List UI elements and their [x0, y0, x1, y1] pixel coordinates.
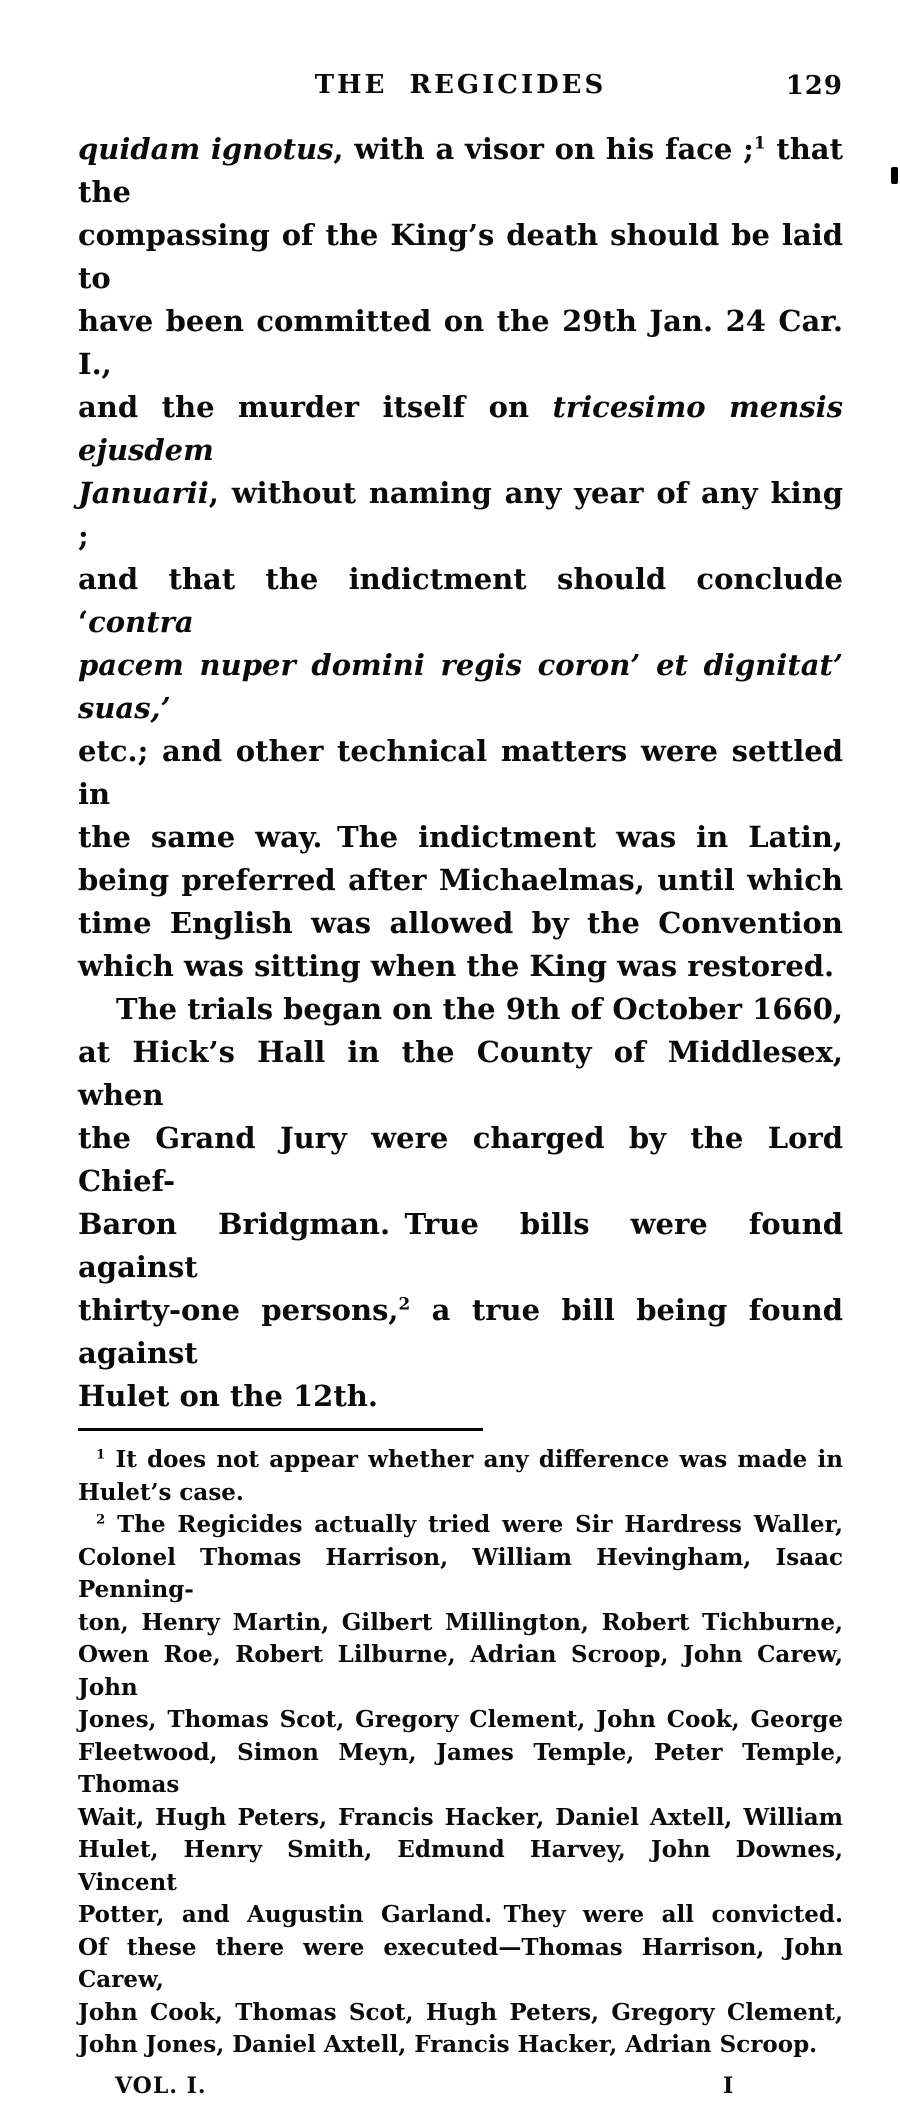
text-line: [78, 300, 843, 386]
footnote: [78, 1444, 843, 1509]
text-run: at Hick’s Hall in the County of Middlesex, when: [78, 1035, 843, 1112]
text-line: [78, 2029, 843, 2062]
text-run: Hulet on the 12th.: [78, 1379, 378, 1413]
italic-text-run: contra: [88, 605, 194, 639]
text-line: [78, 902, 843, 945]
scan-blemish: [891, 167, 898, 184]
text-run: time English was allowed by the Convention: [78, 906, 843, 940]
text-run: ton, Henry Martin, Gilbert Millington, Robert Tichburne,: [78, 1608, 843, 1636]
text-run: the Grand Jury were charged by the Lord Chief-: [78, 1121, 843, 1198]
text-run: , with a visor on his face ;: [333, 132, 754, 166]
footer-signature-mark: I: [723, 2072, 734, 2099]
text-run: being preferred after Michaelmas, until which: [78, 863, 843, 897]
text-line: [78, 816, 843, 859]
page-number: 129: [785, 71, 843, 101]
page-title: THE REGICIDES: [314, 70, 607, 100]
text-line: [78, 1117, 843, 1203]
text-run: It does not appear whether any difference was made in: [105, 1446, 843, 1473]
text-line: [78, 386, 843, 472]
text-run: and that the indictment should conclude ‘: [78, 562, 843, 639]
text-line: [78, 945, 843, 988]
page-header: [78, 70, 843, 100]
text-run: Potter, and Augustin Garland. They were all convicted.: [78, 1901, 843, 1928]
text-line: [78, 1639, 843, 1704]
footnotes: [78, 1444, 843, 2062]
text-run: John Jones, Daniel Axtell, Francis Hacker, Adrian Scroop.: [78, 2031, 818, 2058]
paragraph: [78, 988, 843, 1418]
text-run: thirty-one persons,: [78, 1293, 399, 1327]
text-line: [78, 1444, 843, 1477]
text-line: [78, 1704, 843, 1737]
text-line: [78, 1834, 843, 1899]
text-run: Owen Roe, Robert Lilburne, Adrian Scroop, John Carew, John: [78, 1641, 843, 1701]
italic-text-run: Januarii: [78, 476, 209, 510]
text-run: The trials began on the 9th of October 1660,: [116, 992, 843, 1026]
text-run: Baron Bridgman. True bills were found against: [78, 1207, 843, 1284]
text-line: [78, 1542, 843, 1607]
text-line: [78, 1932, 843, 1997]
footnote: [78, 1509, 843, 2062]
text-line: [78, 1477, 843, 1510]
text-line: [78, 1203, 843, 1289]
text-run: Fleetwood, Simon Meyn, James Temple, Peter Temple, Thomas: [78, 1738, 843, 1798]
page-footer: [78, 2073, 843, 2103]
text-line: [78, 1607, 843, 1640]
text-run: Hulet’s case.: [78, 1478, 244, 1506]
text-line: [78, 558, 843, 644]
footnote-marker: 1: [753, 132, 766, 153]
body-text: [78, 128, 843, 1418]
footnote-marker: 1: [96, 1446, 106, 1463]
text-run: etc.; and other technical matters were settled in: [78, 734, 843, 811]
paragraph: [78, 128, 843, 988]
text-line: [78, 1997, 843, 2030]
text-run: the same way. The indictment was in Latin,: [78, 820, 843, 854]
text-line: [78, 1802, 843, 1835]
text-run: The Regicides actually tried were Sir Hardress Waller,: [105, 1511, 843, 1538]
text-line: [78, 214, 843, 300]
text-line: [78, 859, 843, 902]
text-line: [78, 128, 843, 214]
text-run: Of these there were executed—Thomas Harrison, John Carew,: [78, 1933, 843, 1993]
text-run: a true bill being found against: [78, 1293, 843, 1370]
text-line: [78, 1031, 843, 1117]
italic-text-run: quidam ignotus: [78, 132, 334, 166]
text-run: Hulet, Henry Smith, Edmund Harvey, John Downes, Vincent: [78, 1836, 843, 1896]
text-run: John Cook, Thomas Scot, Hugh Peters, Gregory Clement,: [78, 1998, 843, 2026]
text-run: Colonel Thomas Harrison, William Hevingham, Isaac Penning-: [78, 1543, 843, 1603]
text-line: [78, 988, 843, 1031]
text-line: [78, 1737, 843, 1802]
footnote-marker: 2: [398, 1293, 411, 1314]
text-line: [78, 1899, 843, 1932]
text-run: that the: [78, 132, 843, 209]
footer-volume-label: VOL. I.: [115, 2072, 207, 2099]
text-run: Jones, Thomas Scot, Gregory Clement, John Cook, George: [78, 1706, 843, 1733]
italic-text-run: tricesimo mensis ejusdem: [78, 390, 843, 467]
text-line: [78, 472, 843, 558]
footnote-marker: 2: [96, 1511, 106, 1528]
text-run: , without naming any year of any king ;: [78, 476, 843, 553]
text-run: have been committed on the 29th Jan. 24 Car. I.,: [78, 304, 843, 381]
text-run: and the murder itself on: [78, 390, 553, 424]
text-run: compassing of the King’s death should be laid to: [78, 218, 843, 295]
text-line: [78, 1509, 843, 1542]
text-run: Wait, Hugh Peters, Francis Hacker, Daniel Axtell, William: [78, 1803, 843, 1831]
italic-text-run: pacem nuper domini regis coron’ et dignitat’ suas,’: [78, 648, 843, 725]
text-line: [78, 1289, 843, 1375]
text-run: which was sitting when the King was restored.: [78, 949, 835, 983]
text-line: [78, 644, 843, 730]
footnote-rule: [78, 1428, 483, 1431]
text-line: [78, 730, 843, 816]
text-line: [78, 1375, 843, 1418]
